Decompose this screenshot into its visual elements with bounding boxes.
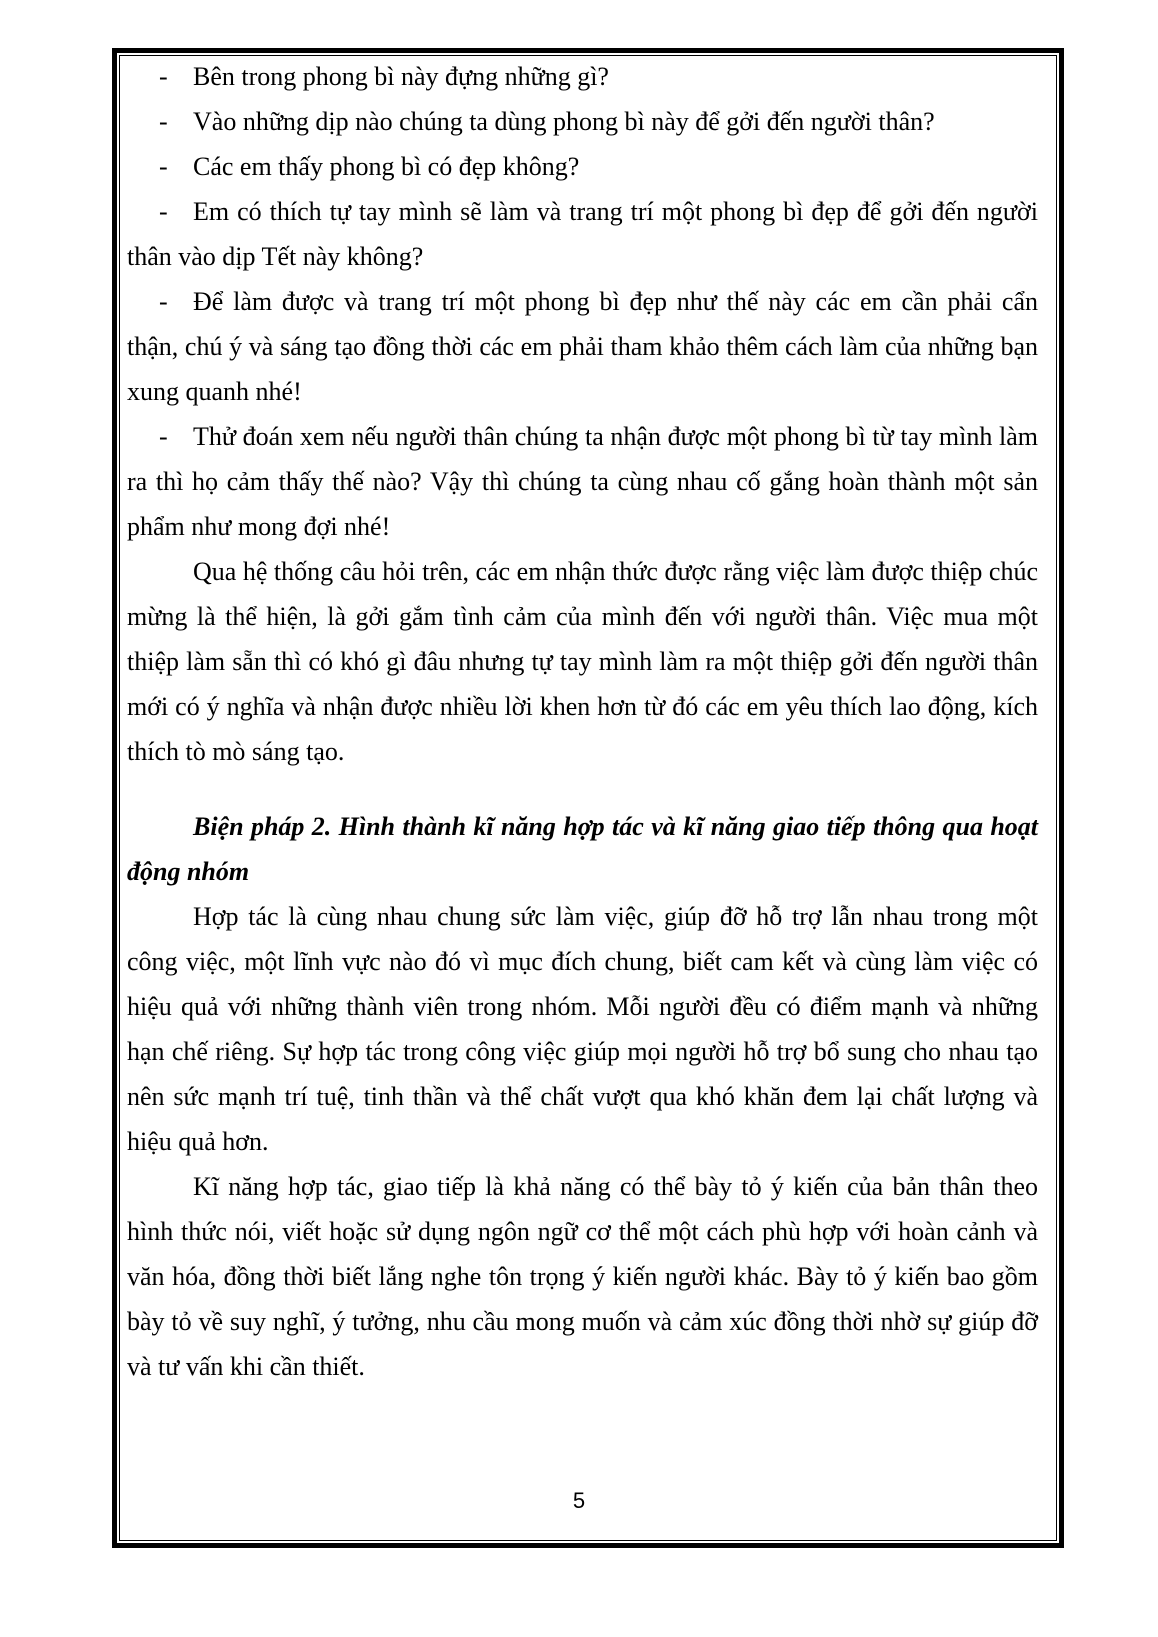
bullet-text: Vào những dịp nào chúng ta dùng phong bì này để gởi đến người thân? <box>193 107 935 136</box>
document-body <box>127 54 1038 1389</box>
page-number: 5 <box>572 1488 586 1513</box>
bullet-text: Thử đoán xem nếu người thân chúng ta nhận được một phong bì từ tay mình làm ra thì họ cảm thấy thế nào? Vậy thì chúng ta cùng nhau cố gắng hoàn thành một sản phẩm như mong đợi nhé! <box>127 422 1038 541</box>
bullet-dash: - <box>159 62 168 91</box>
bullet-dash: - <box>159 152 168 181</box>
bullet-text: Em có thích tự tay mình sẽ làm và trang trí một phong bì đẹp để gởi đến người thân vào dịp Tết này không? <box>127 197 1038 271</box>
bullet-dash: - <box>159 287 168 316</box>
bullet-text: Để làm được và trang trí một phong bì đẹp như thế này các em cần phải cẩn thận, chú ý và sáng tạo đồng thời các em phải tham khảo thêm cách làm của những bạn xung quanh nhé! <box>127 287 1038 406</box>
bullet-item-4 <box>127 189 1038 279</box>
bullet-dash: - <box>159 422 168 451</box>
bullet-item-2 <box>127 99 1038 144</box>
bullet-text: Bên trong phong bì này đựng những gì? <box>193 62 609 91</box>
paragraph-summary: Qua hệ thống câu hỏi trên, các em nhận thức được rằng việc làm được thiệp chúc mừng là thể hiện, là gởi gắm tình cảm của mình đến với người thân. Việc mua một thiệp làm sẵn thì có khó gì đâu nhưng tự tay mình làm ra một thiệp gởi đến người thân mới có ý nghĩa và nhận được nhiều lời khen hơn từ đó các em yêu thích lao động, kích thích tò mò sáng tạo. <box>127 557 1038 766</box>
section-heading: Biện pháp 2. Hình thành kĩ năng hợp tác và kĩ năng giao tiếp thông qua hoạt động nhóm <box>127 812 1038 886</box>
bullet-text: Các em thấy phong bì có đẹp không? <box>193 152 580 181</box>
paragraph-communication-skills: Kĩ năng hợp tác, giao tiếp là khả năng có thể bày tỏ ý kiến của bản thân theo hình thức nói, viết hoặc sử dụng ngôn ngữ cơ thể một cách phù hợp với hoàn cảnh và văn hóa, đồng thời biết lắng nghe tôn trọng ý kiến người khác. Bày tỏ ý kiến bao gồm bày tỏ về suy nghĩ, ý tưởng, nhu cầu mong muốn và cảm xúc đồng thời nhờ sự giúp đỡ và tư vấn khi cần thiết. <box>127 1172 1038 1381</box>
paragraph-cooperation: Hợp tác là cùng nhau chung sức làm việc, giúp đỡ hỗ trợ lẫn nhau trong một công việc, một lĩnh vực nào đó vì mục đích chung, biết cam kết và cùng làm việc có hiệu quả với những thành viên trong nhóm. Mỗi người đều có điểm mạnh và những hạn chế riêng. Sự hợp tác trong công việc giúp mọi người hỗ trợ bổ sung cho nhau tạo nên sức mạnh trí tuệ, tinh thần và thể chất vượt qua khó khăn đem lại chất lượng và hiệu quả hơn. <box>127 902 1038 1156</box>
bullet-item-5 <box>127 279 1038 414</box>
bullet-dash: - <box>159 197 168 226</box>
bullet-dash: - <box>159 107 168 136</box>
bullet-item-3 <box>127 144 1038 189</box>
bullet-item-6 <box>127 414 1038 549</box>
bullet-item-1 <box>127 54 1038 99</box>
